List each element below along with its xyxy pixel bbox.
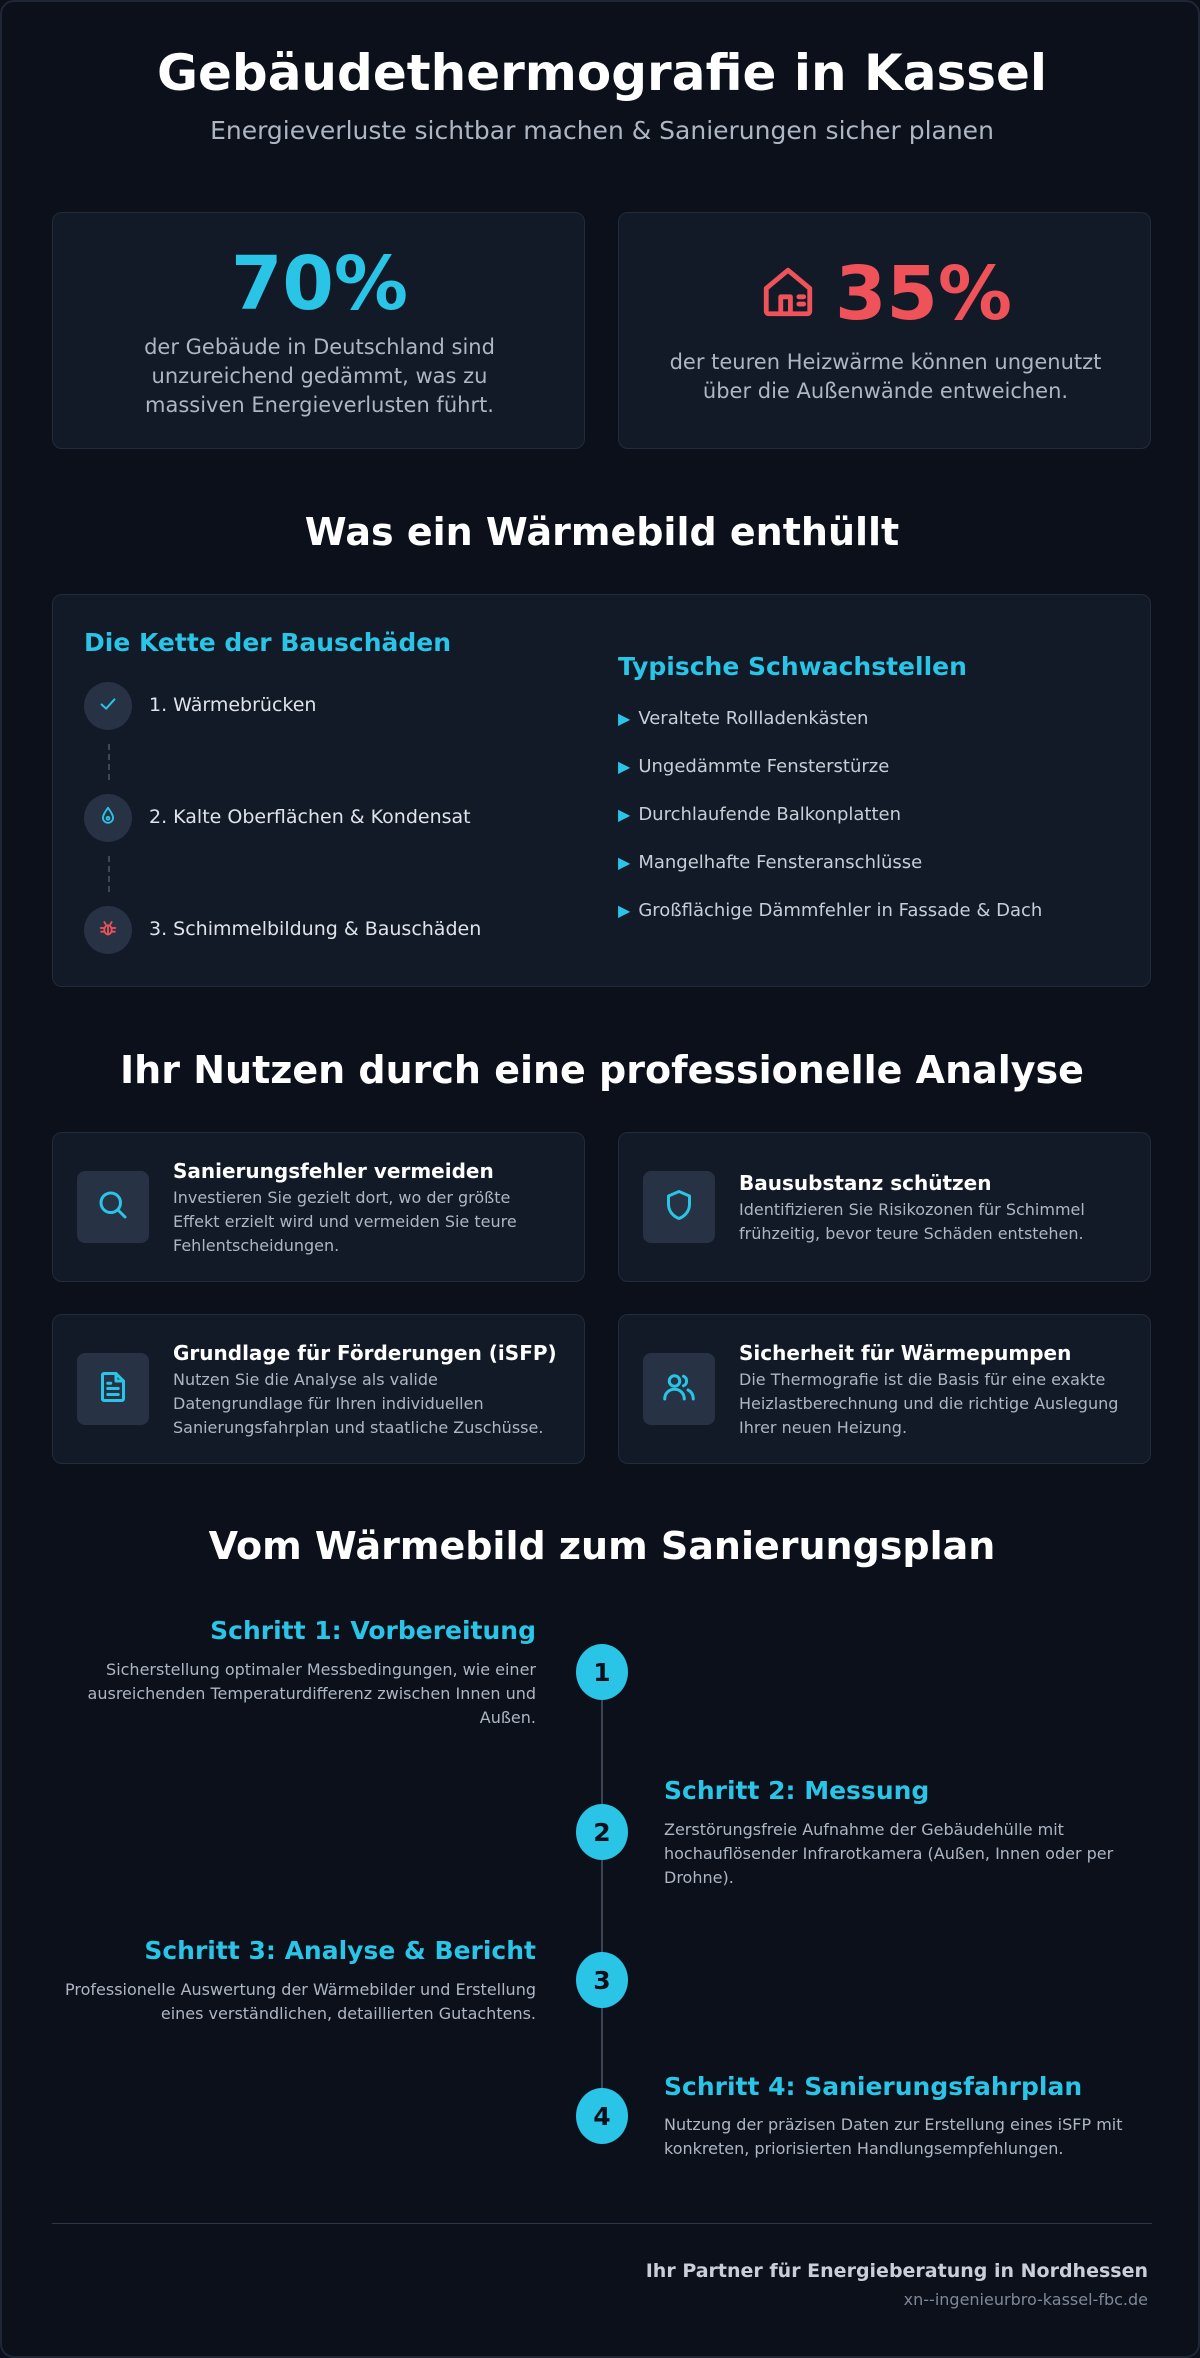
benefit-text-line: Datengrundlage für Ihren individuellen: [173, 1394, 484, 1413]
step-1-number: 1: [576, 1644, 628, 1700]
users-icon: [661, 1369, 697, 1409]
weak-points-heading: Typische Schwachstellen: [618, 652, 967, 681]
step-3-number: 3: [576, 1952, 628, 2008]
benefit-text-line: Fehlentscheidungen.: [173, 1236, 340, 1255]
stat-description: der teuren Heizwärme können ungenutzt über die Außenwände entweichen.: [669, 350, 1102, 403]
chain-step-2-label: 2. Kalte Oberflächen & Kondensat: [149, 806, 471, 828]
weak-point-item: ▶ Ungedämmte Fensterstürze: [618, 756, 890, 777]
step-3-text-line: Professionelle Auswertung der Wärmebilder und Erstellung: [65, 1980, 536, 1999]
step-1-text-line: Sicherstellung optimaler Messbedingungen, wie einer: [106, 1660, 536, 1679]
benefit-text-line: frühzeitig, bevor teure Schäden entstehen.: [739, 1224, 1084, 1243]
check-icon: [97, 693, 119, 719]
chain-step-3-label: 3. Schimmelbildung & Bauschäden: [149, 918, 482, 940]
step-3-text-line: eines verständlichen, detaillierten Gutachtens.: [160, 2004, 536, 2023]
stat-card-insulation: [52, 212, 585, 449]
bullet-arrow-icon: ▶: [618, 901, 631, 920]
droplet-icon: [97, 805, 119, 831]
weak-point-item: ▶ Mangelhafte Fensteranschlüsse: [618, 852, 923, 873]
stat-card-heat-loss: [618, 212, 1151, 449]
step-4-text-line: konkreten, priorisierten Handlungsempfehlungen.: [664, 2139, 1064, 2158]
step-2-text-line: hochauflösender Infrarotkamera (Außen, Innen oder per: [664, 1844, 1114, 1863]
step-4-text-line: Nutzung der präzisen Daten zur Erstellung eines iSFP mit: [664, 2115, 1123, 2134]
house-icon: [759, 263, 817, 325]
footer-divider: [52, 2223, 1152, 2224]
benefit-text-line: Nutzen Sie die Analyse als valide: [173, 1370, 438, 1389]
shield-icon: [661, 1187, 697, 1227]
benefit-card: [52, 1132, 585, 1282]
document-icon: [95, 1369, 131, 1409]
weak-point-item: ▶ Großflächige Dämmfehler in Fassade & Dach: [618, 900, 1043, 921]
benefit-text-line: Identifizieren Sie Risikozonen für Schimmel: [739, 1200, 1085, 1219]
bullet-arrow-icon: ▶: [618, 805, 631, 824]
chain-step-1-label: 1. Wärmebrücken: [149, 694, 317, 716]
benefit-icon-box: [77, 1171, 149, 1243]
benefit-text-line: Investieren Sie gezielt dort, wo der größte: [173, 1188, 511, 1207]
step-2-text-line: Zerstörungsfreie Aufnahme der Gebäudehülle mit: [664, 1820, 1064, 1839]
benefit-text-line: Effekt erzielt wird und vermeiden Sie teure: [173, 1212, 517, 1231]
step-3-title: Schritt 3: Analyse & Bericht: [144, 1936, 536, 1965]
step-2-number: 2: [576, 1804, 628, 1860]
chain-connector: [108, 744, 110, 780]
section-title-process: Vom Wärmebild zum Sanierungsplan: [208, 1524, 996, 1568]
page-subtitle: Energieverluste sichtbar machen & Sanierungen sicher planen: [210, 116, 994, 145]
benefit-icon-box: [643, 1171, 715, 1243]
benefit-card: [618, 1132, 1151, 1282]
stat-value: 35%: [834, 251, 1013, 337]
benefit-title: Grundlage für Förderungen (iSFP): [173, 1341, 557, 1365]
chain-connector: [108, 856, 110, 892]
benefit-title: Sanierungsfehler vermeiden: [173, 1159, 494, 1183]
bullet-arrow-icon: ▶: [618, 709, 631, 728]
benefit-text-line: Heizlastberechnung und die richtige Auslegung: [739, 1394, 1119, 1413]
search-icon: [95, 1187, 131, 1227]
step-1-title: Schritt 1: Vorbereitung: [210, 1616, 536, 1645]
step-1-text-line: Außen.: [479, 1708, 536, 1727]
benefit-text-line: Die Thermografie ist die Basis für eine exakte: [739, 1370, 1106, 1389]
benefit-icon-box: [643, 1353, 715, 1425]
step-2-title: Schritt 2: Messung: [664, 1776, 930, 1805]
stat-value-row: [619, 251, 1152, 337]
step-1-text-line: ausreichenden Temperaturdifferenz zwischen Innen und: [87, 1684, 536, 1703]
footer-tagline: Ihr Partner für Energieberatung in Nordhessen: [645, 2260, 1148, 2282]
timeline-line: [601, 1692, 603, 2112]
benefit-text-line: Sanierungsfahrplan und staatliche Zuschüsse.: [173, 1418, 544, 1437]
stat-description: der Gebäude in Deutschland sind unzureichend gedämmt, was zu massiven Energieverlusten führt.: [144, 335, 495, 417]
benefit-icon-box: [77, 1353, 149, 1425]
step-4-title: Schritt 4: Sanierungsfahrplan: [664, 2072, 1083, 2101]
step-4-number: 4: [576, 2088, 628, 2144]
chain-step-2-badge: [84, 794, 132, 842]
bullet-arrow-icon: ▶: [618, 757, 631, 776]
section-title-benefits: Ihr Nutzen durch eine professionelle Analyse: [120, 1048, 1084, 1092]
stat-value: 70%: [230, 241, 409, 327]
page-title: Gebäudethermografie in Kassel: [156, 44, 1048, 102]
benefit-text-line: Ihrer neuen Heizung.: [739, 1418, 908, 1437]
bug-icon: [97, 917, 119, 943]
benefit-card: [618, 1314, 1151, 1464]
benefit-title: Sicherheit für Wärmepumpen: [739, 1341, 1072, 1365]
benefit-card: [52, 1314, 585, 1464]
bullet-arrow-icon: ▶: [618, 853, 631, 872]
chain-step-3-badge: [84, 906, 132, 954]
chain-step-1-badge: [84, 682, 132, 730]
weak-point-item: ▶ Veraltete Rollladenkästen: [618, 708, 869, 729]
step-2-text-line: Drohne).: [664, 1868, 734, 1887]
chain-heading: Die Kette der Bauschäden: [84, 628, 452, 657]
benefit-title: Bausubstanz schützen: [739, 1171, 992, 1195]
weak-point-item: ▶ Durchlaufende Balkonplatten: [618, 804, 902, 825]
section-title-reveal: Was ein Wärmebild enthüllt: [304, 510, 900, 554]
footer-domain[interactable]: xn--ingenieurbro-kassel-fbc.de: [903, 2290, 1148, 2309]
